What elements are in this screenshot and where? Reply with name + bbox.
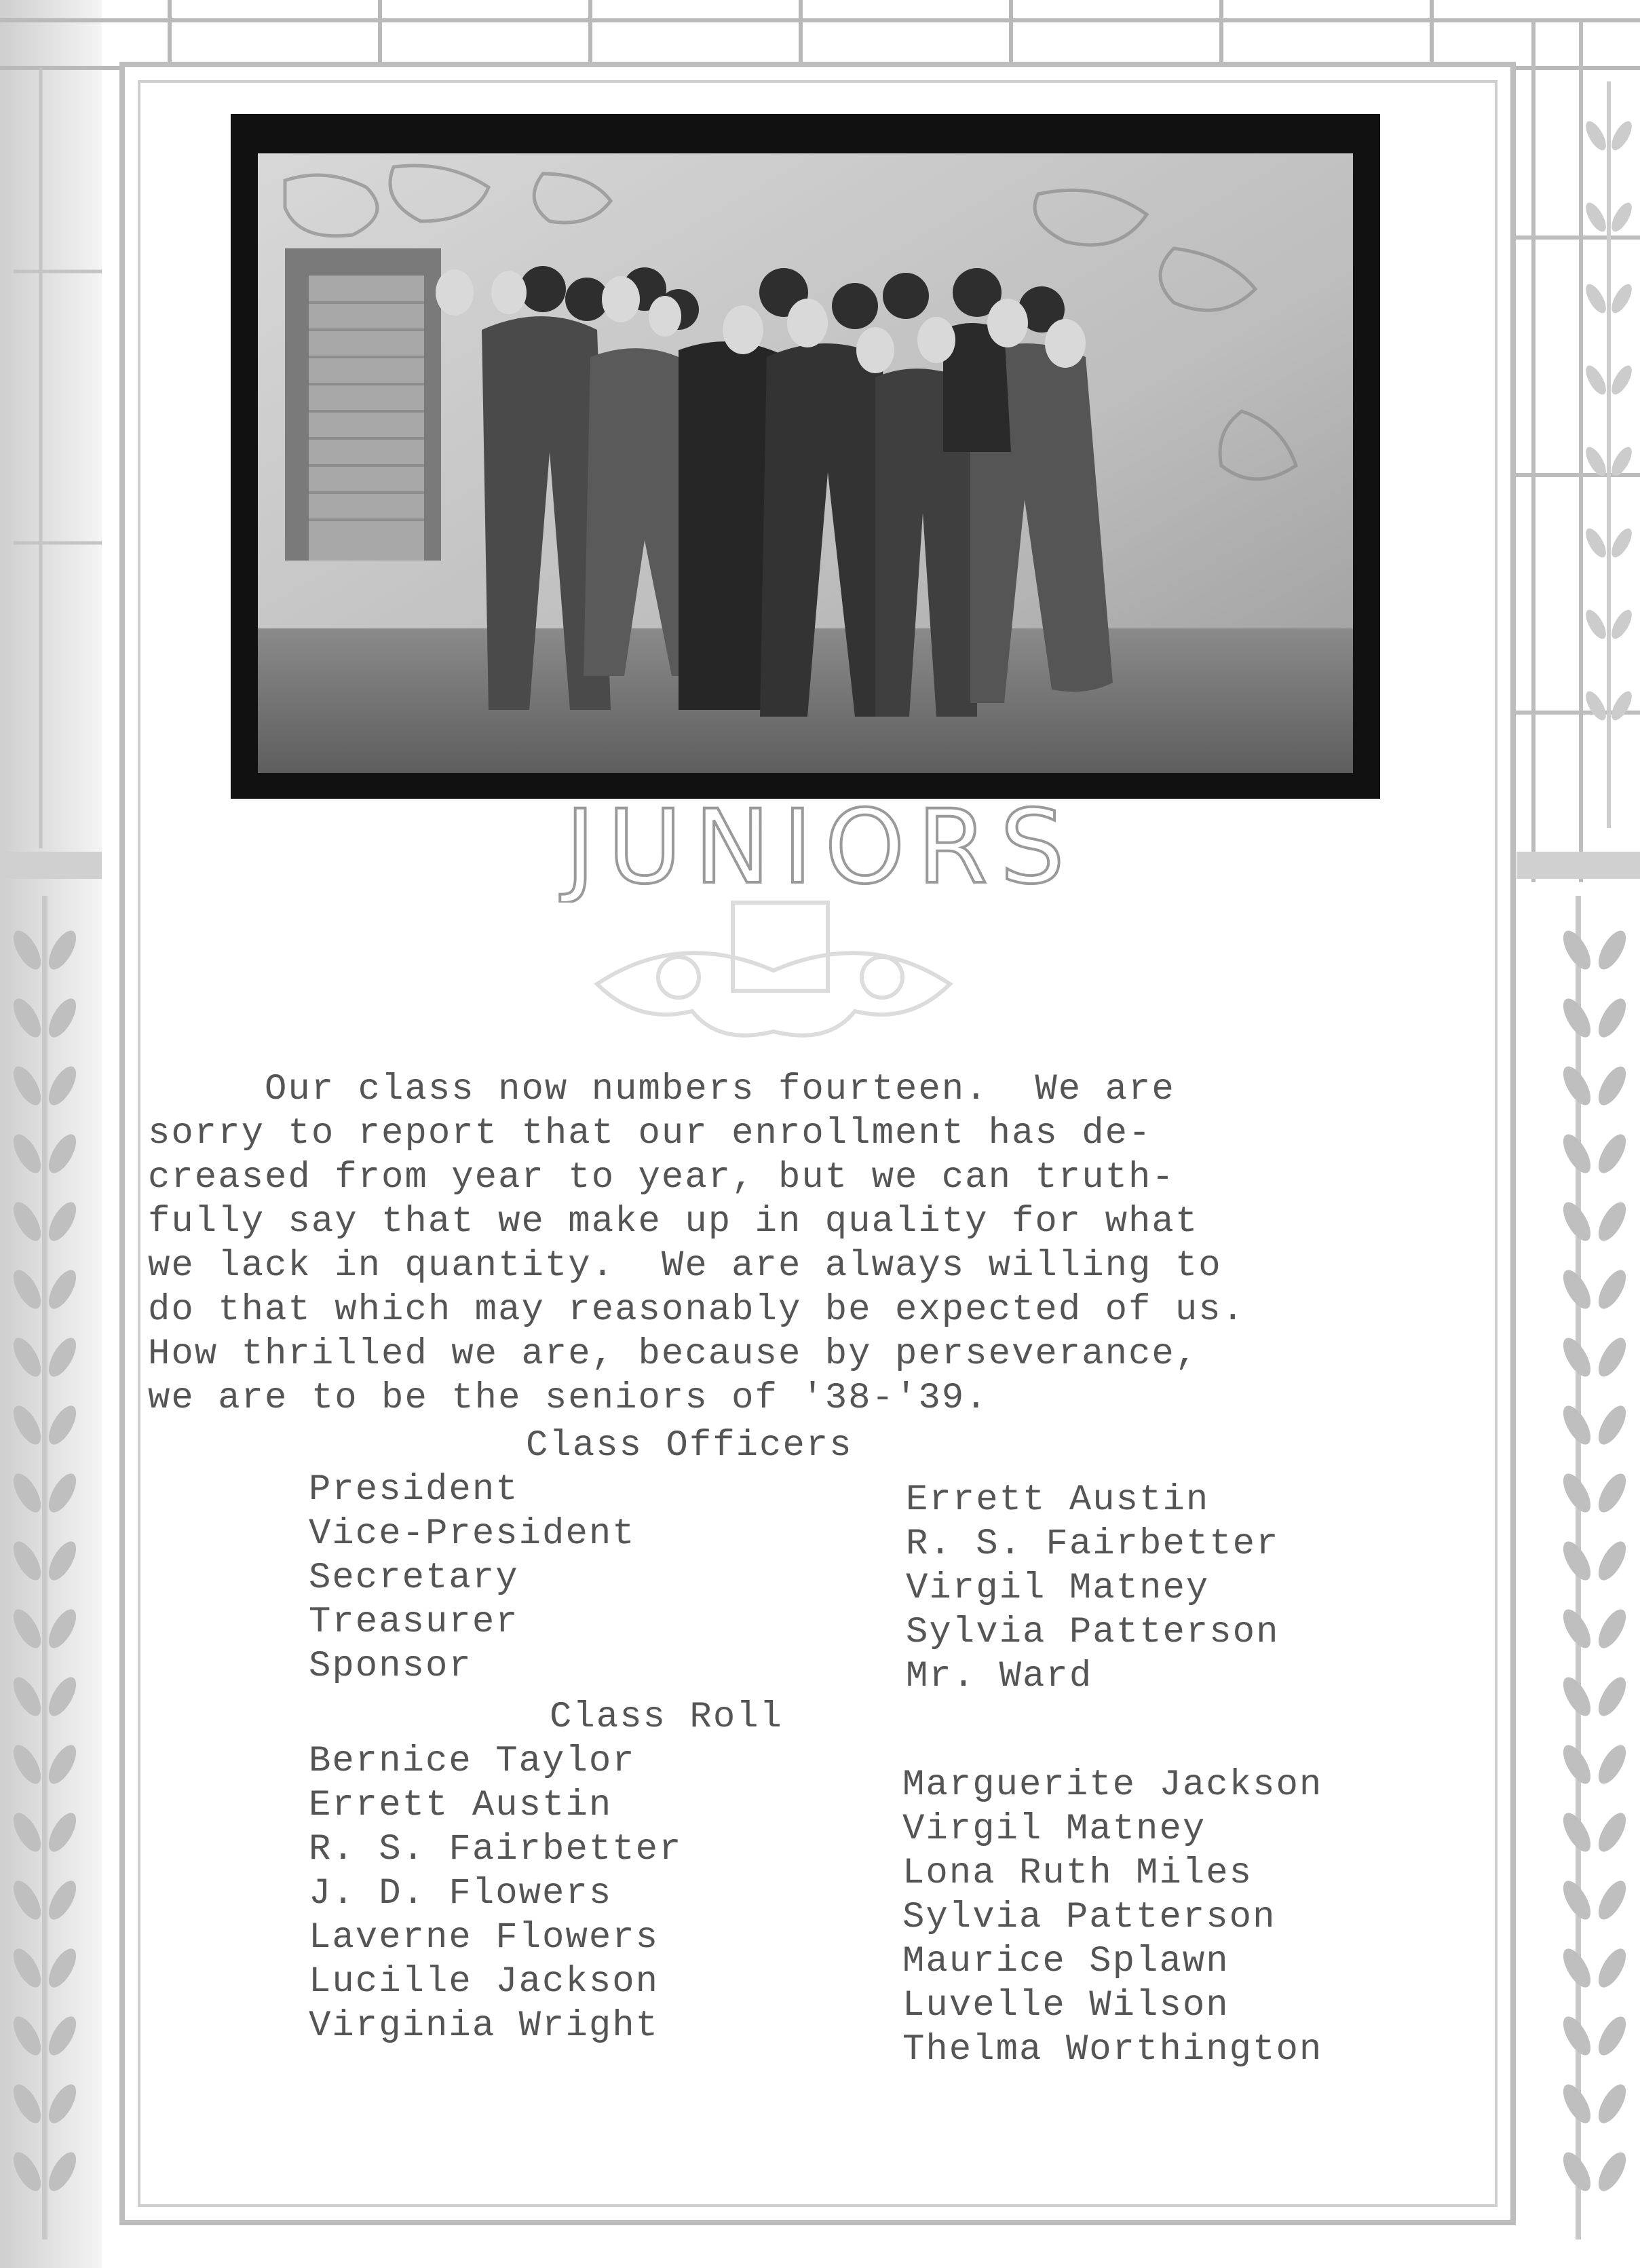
roll-name-right: Thelma Worthington bbox=[902, 2029, 1323, 2071]
paragraph-line: Our class now numbers fourteen. We are bbox=[148, 1069, 1175, 1110]
officer-name: Errett Austin bbox=[906, 1479, 1210, 1521]
class-photo bbox=[231, 114, 1380, 799]
paragraph-line: we lack in quantity. We are always willing to bbox=[148, 1245, 1222, 1287]
officer-name: Virgil Matney bbox=[906, 1568, 1210, 1609]
officer-name: R. S. Fairbetter bbox=[906, 1524, 1280, 1565]
page-heading bbox=[502, 801, 1140, 903]
roll-name-right: Lona Ruth Miles bbox=[902, 1853, 1253, 1894]
paragraph-line: do that which may reasonably be expected of us. bbox=[148, 1289, 1246, 1331]
class-officers-title: Class Officers bbox=[526, 1425, 853, 1467]
class-photo-image bbox=[258, 153, 1353, 773]
roll-name-right: Virgil Matney bbox=[902, 1809, 1206, 1850]
paragraph-line: fully say that we make up in quality for what bbox=[148, 1201, 1199, 1243]
roll-name-left: R. S. Fairbetter bbox=[309, 1829, 683, 1870]
paragraph-line: How thrilled we are, because by perseverance, bbox=[148, 1334, 1199, 1375]
page-heading-text: JUNIORS bbox=[565, 801, 1077, 903]
paragraph-line: we are to be the seniors of '38-'39. bbox=[148, 1378, 989, 1419]
paragraph-line: sorry to report that our enrollment has de- bbox=[148, 1113, 1152, 1154]
roll-name-left: Errett Austin bbox=[309, 1785, 613, 1826]
officer-role: Secretary bbox=[309, 1557, 519, 1599]
class-roll-title: Class Roll bbox=[550, 1697, 784, 1738]
officer-name: Sylvia Patterson bbox=[906, 1612, 1280, 1653]
officer-role: Sponsor bbox=[309, 1646, 472, 1687]
roll-name-left: Lucille Jackson bbox=[309, 1961, 660, 2003]
roll-name-right: Marguerite Jackson bbox=[902, 1764, 1323, 1806]
officer-role: Treasurer bbox=[309, 1602, 519, 1643]
roll-name-left: Laverne Flowers bbox=[309, 1917, 660, 1959]
roll-name-left: J. D. Flowers bbox=[309, 1873, 613, 1914]
officer-name: Mr. Ward bbox=[906, 1656, 1093, 1697]
roll-name-right: Luvelle Wilson bbox=[902, 1985, 1229, 2026]
officer-role: Vice-President bbox=[309, 1513, 636, 1555]
roll-name-left: Bernice Taylor bbox=[309, 1741, 636, 1782]
roll-name-left: Virginia Wright bbox=[309, 2005, 660, 2047]
roll-name-right: Sylvia Patterson bbox=[902, 1897, 1276, 1938]
roll-name-right: Maurice Splawn bbox=[902, 1941, 1229, 1982]
paragraph-line: creased from year to year, but we can truth- bbox=[148, 1157, 1175, 1198]
officer-role: President bbox=[309, 1469, 519, 1511]
